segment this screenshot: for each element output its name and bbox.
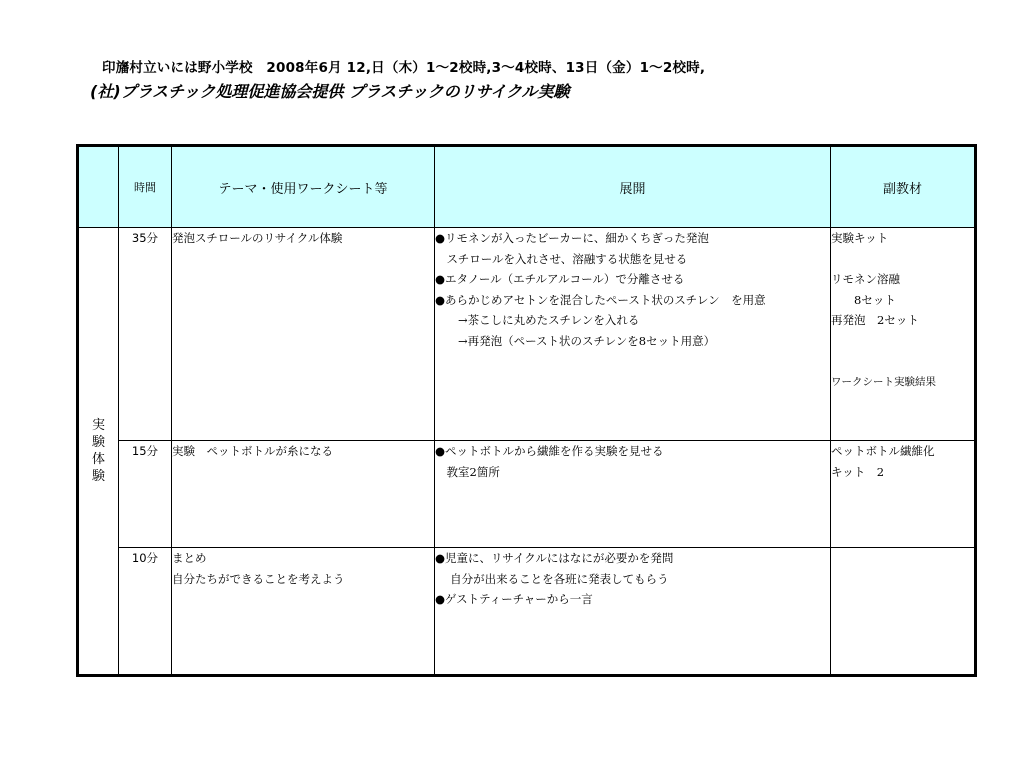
- materials-line: 8セット: [831, 292, 896, 307]
- category-cell: [78, 228, 119, 676]
- time-cell: 35分: [119, 228, 172, 441]
- time-cell: 15分: [119, 441, 172, 548]
- development-cell: [435, 548, 831, 676]
- header-line-1: 印旛村立いには野小学校 2008年6月 12,日（木）1～2校時,3～4校時、13日（金）1～2校時,: [102, 60, 706, 76]
- development-line: ●ペットボトルから繊維を作る実験を見せる: [435, 444, 664, 458]
- theme-cell: [172, 548, 435, 676]
- development-line: ●エタノール（エチルアルコール）で分離させる: [435, 272, 685, 286]
- materials-cell: [831, 228, 976, 441]
- development-line: 自分が出来ることを各班に発表してもらう: [435, 571, 669, 586]
- development-line: ●ゲストティーチャーから一言: [435, 592, 593, 606]
- theme-cell: [172, 228, 435, 441]
- theme-cell: [172, 441, 435, 548]
- header-development: 展開: [435, 146, 831, 228]
- materials-line: 再発泡 2セット: [831, 313, 919, 327]
- time-cell: 10分: [119, 548, 172, 676]
- table-row: [78, 441, 976, 548]
- development-line: ●児童に、リサイクルにはなにが必要かを発問: [435, 551, 674, 565]
- header-row: [78, 146, 976, 228]
- development-line: →茶こしに丸めたスチレンを入れる: [435, 313, 640, 327]
- materials-line: [831, 249, 974, 270]
- materials-line: 実験キット: [831, 231, 889, 245]
- materials-footer: ワークシート実験結果: [831, 375, 936, 388]
- materials-cell: [831, 441, 976, 548]
- development-cell: [435, 441, 831, 548]
- materials-line: キット 2: [831, 464, 885, 479]
- theme-text: 自分たちができることを考えよう: [172, 571, 345, 586]
- header-materials: 副教材: [831, 146, 976, 228]
- development-line: スチロールを入れさせ、溶融する状態を見せる: [435, 251, 688, 266]
- table-row: [78, 228, 976, 441]
- header-blank: [78, 146, 119, 228]
- development-line: ●あらかじめアセトンを混合したペースト状のスチレン を用意: [435, 292, 766, 307]
- materials-cell: [831, 548, 976, 676]
- development-cell: [435, 228, 831, 441]
- lesson-plan-table: [76, 144, 977, 677]
- theme-text: 発泡スチロールのリサイクル体験: [172, 231, 343, 245]
- theme-text: 実験 ペットボトルが糸になる: [172, 444, 333, 458]
- development-line: 教室2箇所: [435, 464, 500, 479]
- materials-line: リモネン溶融: [831, 272, 900, 286]
- header-theme: テーマ・使用ワークシート等: [172, 146, 435, 228]
- header-time: 時間: [119, 146, 172, 228]
- category-label: 実験体験: [91, 418, 105, 484]
- development-line: ●リモネンが入ったビーカーに、細かくちぎった発泡: [435, 231, 709, 245]
- materials-line: ペットボトル繊維化: [831, 444, 935, 458]
- development-line: →再発泡（ペースト状のスチレンを8セット用意）: [435, 333, 716, 348]
- header-line-2: (社)プラスチック処理促進協会提供 プラスチックのリサイクル実験: [90, 82, 570, 101]
- table-row: [78, 548, 976, 676]
- theme-text: まとめ: [172, 551, 207, 565]
